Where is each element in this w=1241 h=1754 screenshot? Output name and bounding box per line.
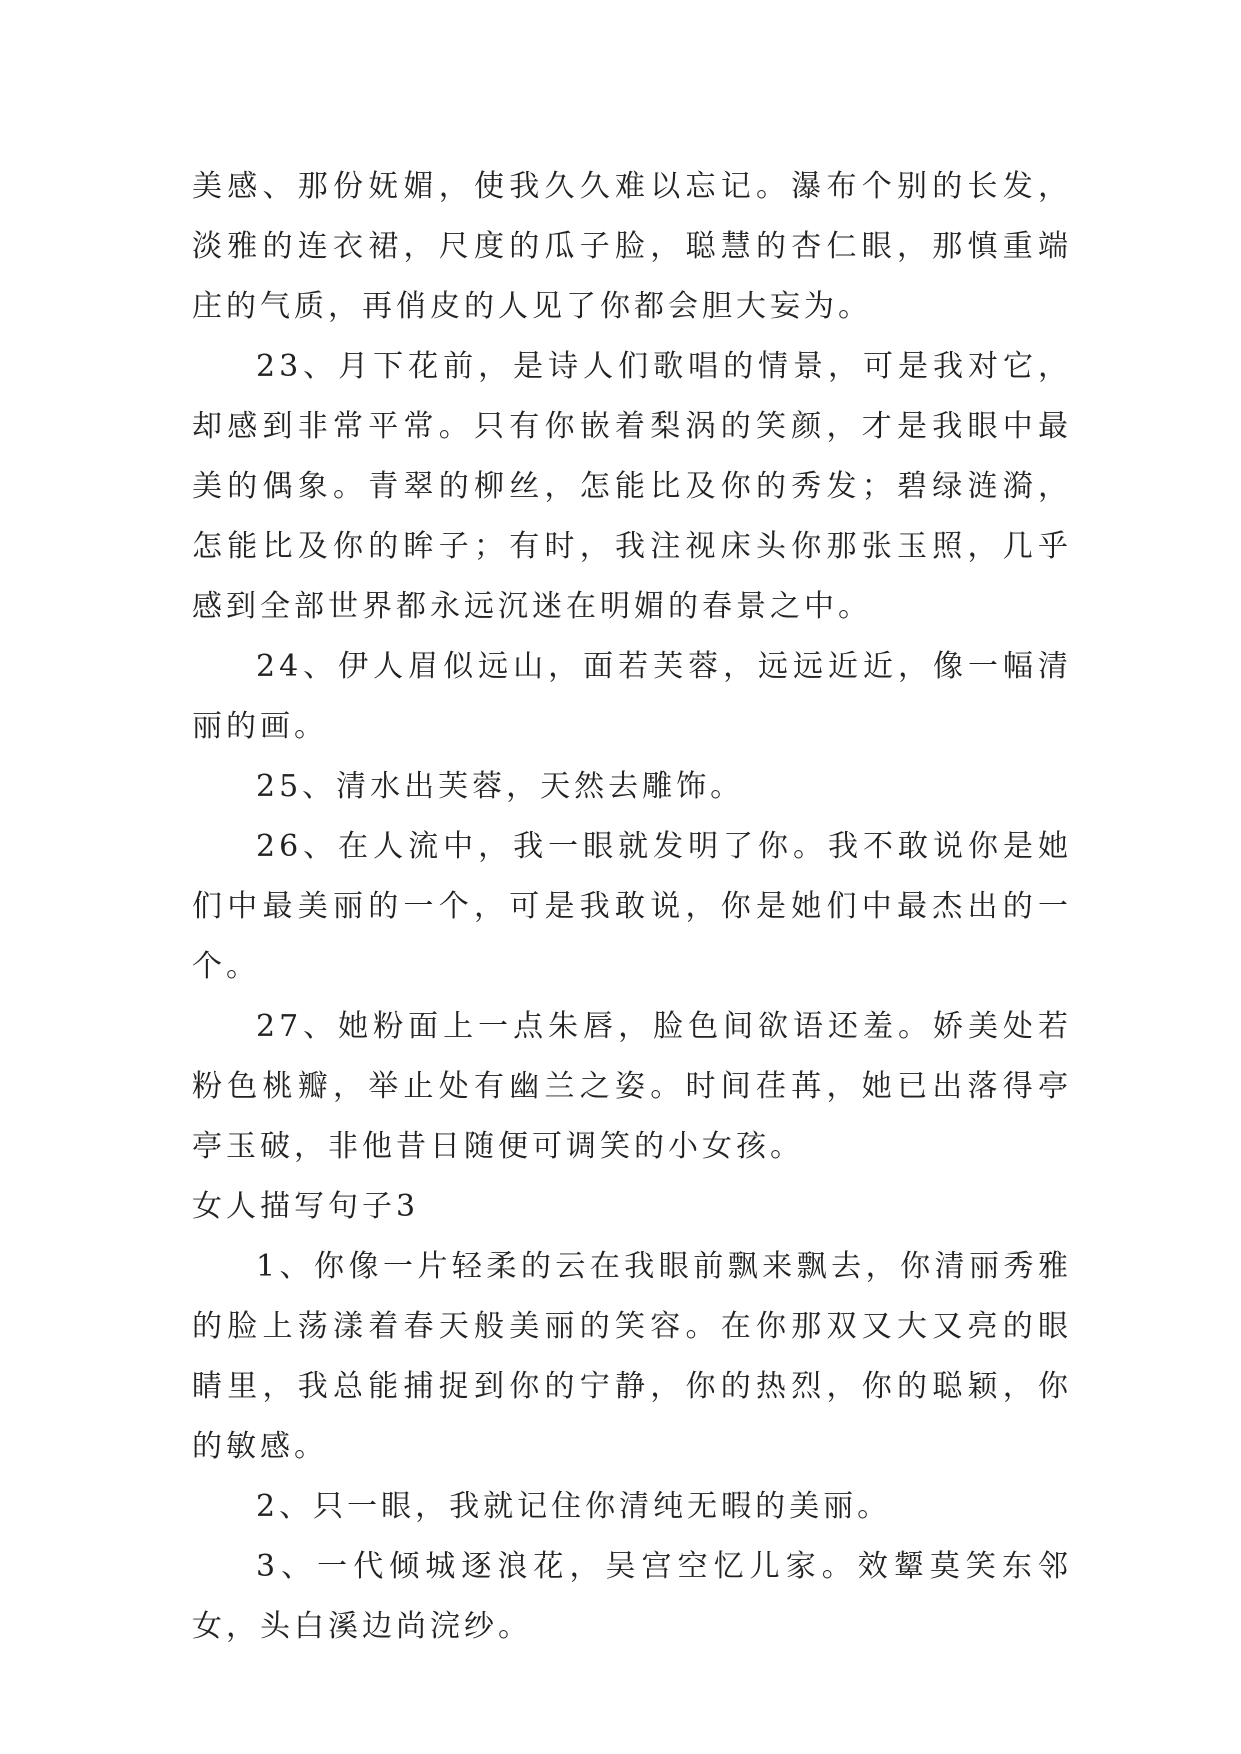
section-paragraph-2: 2、只一眼，我就记住你清纯无暇的美丽。 [256,1489,892,1524]
section-heading: 女人描写句子3 [192,1189,420,1224]
paragraph-25: 25、清水出芙蓉，天然去雕饰。 [256,769,745,804]
section-paragraph-3: 3、一代倾城逐浪花，吴宫空忆儿家。效颦莫笑东邻女，头白溪边尚浣纱。 [192,1549,1072,1644]
paragraph-23: 23、月下花前，是诗人们歌唱的情景，可是我对它，却感到非常平常。只有你嵌着梨涡的笑颜，才是我眼中最美的偶象。青翠的柳丝，怎能比及你的秀发；碧绿涟漪，怎能比及你的眸子；有时，我注视床头你那张玉照，几乎感到全部世界都永远沉迷在明媚的春景之中。 [192,349,1072,624]
section-paragraph-1: 1、你像一片轻柔的云在我眼前飘来飘去，你清丽秀雅的脸上荡漾着春天般美丽的笑容。在你那双又大又亮的眼睛里，我总能捕捉到你的宁静，你的热烈，你的聪颖，你的敏感。 [192,1249,1072,1464]
paragraph-27: 27、她粉面上一点朱唇，脸色间欲语还羞。娇美处若粉色桃瓣，举止处有幽兰之姿。时间荏苒，她已出落得亭亭玉破，非他昔日随便可调笑的小女孩。 [192,1009,1072,1164]
paragraph-continuation: 美感、那份妩媚，使我久久难以忘记。瀑布个别的长发，淡雅的连衣裙，尺度的瓜子脸，聪慧的杏仁眼，那慎重端庄的气质，再俏皮的人见了你都会胆大妄为。 [192,169,1072,324]
paragraph-24: 24、伊人眉似远山，面若芙蓉，远远近近，像一幅清丽的画。 [192,649,1072,744]
paragraph-26: 26、在人流中，我一眼就发明了你。我不敢说你是她们中最美丽的一个，可是我敢说，你是她们中最杰出的一个。 [192,829,1072,984]
document-page [192,157,1072,1657]
